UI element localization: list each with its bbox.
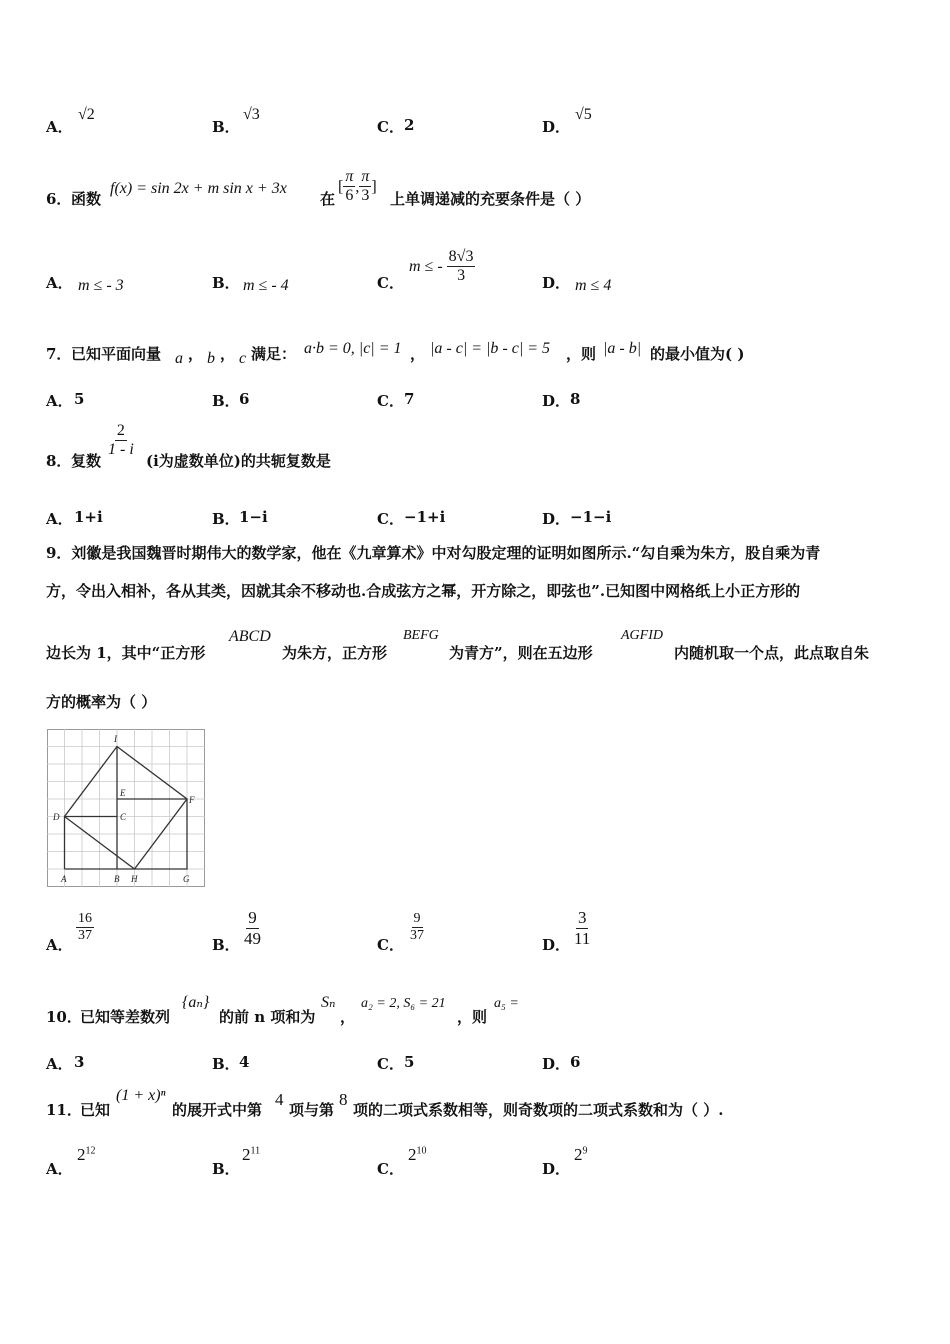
q8-option-c-value: −1+i (404, 508, 446, 526)
q7-option-c-label: C． (377, 392, 404, 410)
q9-option-c-num: 9 (412, 911, 423, 928)
q10-then: ，则 (457, 1008, 488, 1026)
q9-option-a-value (76, 911, 94, 944)
q11-mid2: 项与第 (289, 1101, 335, 1119)
q7-option-d-label: D． (542, 392, 571, 410)
q9-option-d-label: D． (542, 936, 571, 954)
q11-option-b-value (242, 1145, 260, 1165)
q9-label-c: C (120, 812, 127, 822)
q9-option-b-label: B． (212, 936, 240, 954)
q9-option-d-num: 3 (577, 908, 587, 927)
q7-cond2: |a - c| = |b - c| = 5 (430, 340, 551, 357)
q11-option-b-base: 2 (242, 1145, 251, 1164)
q11-option-c-exp: 10 (416, 1145, 427, 1157)
q10-sequence: {aₙ} (182, 994, 210, 1011)
q11-mid1: 的展开式中第 (172, 1101, 263, 1119)
q6-formula: f(x) = sin 2x + m sin x + 3x (110, 180, 287, 197)
q9-option-a-den: 37 (78, 928, 92, 944)
q6-option-b-label: B． (212, 274, 240, 292)
q10-number: 10． (46, 1008, 82, 1026)
q7-option-a-label: A． (46, 392, 73, 410)
q10-option-b-value: 4 (239, 1053, 250, 1071)
q11-option-a-label: A． (46, 1160, 73, 1178)
q10-option-a-label: A． (46, 1055, 73, 1073)
q7-vector-b: b (207, 350, 215, 367)
q10-option-c-value: 5 (404, 1053, 415, 1071)
q6-option-d-value: m ≤ 4 (575, 277, 612, 294)
q9-figure (47, 729, 205, 887)
q5-option-d-value: √5 (575, 106, 592, 123)
q9-line-3d: 内随机取一个点，此点取自朱 (674, 644, 870, 662)
q7-comma-3: ， (410, 345, 426, 363)
q8-option-a-label: A． (46, 510, 73, 528)
q10-comma: ， (340, 1008, 356, 1026)
q6-option-a-value: m ≤ - 3 (78, 277, 124, 294)
q6-number: 6． (46, 190, 72, 208)
q5-option-d-label: D． (542, 118, 571, 136)
q8-option-b-label: B． (212, 510, 240, 528)
q11-option-d-exp: 9 (582, 1145, 588, 1157)
q7-option-a-value: 5 (74, 390, 85, 408)
q7-number: 7． (46, 345, 72, 363)
q8-option-d-label: D． (542, 510, 571, 528)
q9-option-b-den: 49 (244, 928, 261, 948)
q8-option-c-label: C． (377, 510, 404, 528)
q11-option-c-value (408, 1145, 427, 1165)
q5-option-a-label: A． (46, 118, 73, 136)
q10-mid: 的前 n 项和为 (219, 1008, 316, 1026)
q8-suffix: (i为虚数单位)的共轭复数是 (146, 452, 331, 470)
q7-vector-c: c (239, 350, 247, 367)
q9-label-a: A (61, 874, 67, 884)
q9-line-3c: 为青方”，则在五边形 (449, 644, 593, 662)
q9-label-i: I (114, 734, 117, 744)
q8-number: 8． (46, 452, 72, 470)
q9-option-d-den: 11 (574, 928, 591, 948)
q9-option-c-label: C． (377, 936, 404, 954)
q8-frac-num: 2 (115, 422, 127, 441)
q7-comma-2: ， (220, 345, 236, 363)
q6-option-c-value: m ≤ - $\frac{8√3}{3}$ (409, 248, 474, 285)
q6-prefix: 函数 (71, 190, 102, 208)
q10-option-c-label: C． (377, 1055, 404, 1073)
q8-frac-den: 1 - i (108, 441, 134, 459)
q7-cond1: a·b = 0, |c| = 1 (304, 340, 402, 357)
q11-number: 11． (46, 1101, 82, 1119)
q5-option-c-label: C． (377, 118, 404, 136)
q9-option-c-value (408, 911, 426, 944)
q6-option-d-label: D． (542, 274, 571, 292)
q8-option-b-value: 1−i (239, 508, 268, 526)
q5-option-b-label: B． (212, 118, 240, 136)
q11-option-c-base: 2 (408, 1145, 417, 1164)
q11-option-a-value (77, 1145, 96, 1165)
q5-option-a-value: √2 (78, 106, 95, 123)
q7-comma-1: ， (188, 345, 204, 363)
q7-vector-a: a (175, 350, 183, 367)
q11-suffix: 项的二项式系数相等，则奇数项的二项式系数和为（ ）. (353, 1101, 724, 1119)
q10-target: a₅ = (494, 996, 519, 1011)
q9-label-h: H (131, 874, 138, 884)
q8-option-a-value: 1+i (74, 508, 103, 526)
q9-label-d: D (53, 812, 60, 822)
q7-option-d-value: 8 (570, 390, 581, 408)
q10-option-d-label: D． (542, 1055, 571, 1073)
q6-interval-pre: 在 (320, 190, 336, 208)
q9-option-d-value (572, 908, 592, 948)
q10-cond: a₂ = 2, S₆ = 21 (361, 996, 446, 1011)
q9-label-g: G (183, 874, 190, 884)
q6-interval: [ $\frac{\pi}{6}$ , $\frac{\pi}{3}$ ] (338, 168, 377, 205)
q11-option-c-label: C． (377, 1160, 404, 1178)
q11-k2: 8 (339, 1090, 348, 1109)
q11-expr: (1 + x)ⁿ (116, 1087, 166, 1104)
q7-prefix: 已知平面向量 (71, 345, 162, 363)
q11-option-d-value (574, 1145, 588, 1165)
q11-option-d-base: 2 (574, 1145, 583, 1164)
q10-prefix: 已知等差数列 (80, 1008, 171, 1026)
q7-target: |a - b| (603, 340, 642, 357)
q5-option-c-value: 2 (404, 116, 415, 134)
q11-option-a-base: 2 (77, 1145, 86, 1164)
q9-pentagon: AGFID (621, 628, 663, 643)
q9-label-e: E (120, 788, 126, 798)
q9-line-1: 9．刘徽是我国魏晋时期伟大的数学家，他在《九章算术》中对勾股定理的证明如图所示.“勾自乘为朱方，股自乘为青 (46, 544, 821, 562)
q9-line-4: 方的概率为（ ） (46, 693, 157, 711)
q7-option-b-value: 6 (239, 390, 250, 408)
q6-option-b-value: m ≤ - 4 (243, 277, 289, 294)
q9-option-c-den: 37 (410, 928, 424, 944)
q6-option-a-label: A． (46, 274, 73, 292)
q8-prefix: 复数 (71, 452, 102, 470)
q7-option-c-value: 7 (404, 390, 415, 408)
q10-sum: Sₙ (321, 994, 336, 1011)
q8-option-d-value: −1−i (570, 508, 612, 526)
q11-option-b-exp: 11 (250, 1145, 261, 1157)
q9-option-b-value (242, 908, 263, 948)
q9-option-a-label: A． (46, 936, 73, 954)
q6-suffix: 上单调递减的充要条件是（ ） (390, 190, 591, 208)
q7-then: ，则 (566, 345, 597, 363)
q9-line-2: 方，令出入相补，各从其类，因就其余不移动也.合成弦方之幂，开方除之，即弦也”.已知图中网格纸上小正方形的 (46, 582, 801, 600)
q9-line-3b: 为朱方，正方形 (282, 644, 388, 662)
q7-suffix: 的最小值为( ) (650, 345, 745, 363)
q10-option-b-label: B． (212, 1055, 240, 1073)
q11-option-b-label: B． (212, 1160, 240, 1178)
q10-option-d-value: 6 (570, 1053, 581, 1071)
q10-option-a-value: 3 (74, 1053, 85, 1071)
q9-line-3a: 边长为 1，其中“正方形 (46, 644, 206, 662)
q5-option-b-value: √3 (243, 106, 260, 123)
q11-prefix: 已知 (80, 1101, 111, 1119)
q9-square-2: BEFG (403, 628, 439, 643)
q11-option-a-exp: 12 (85, 1145, 96, 1157)
q9-option-a-num: 16 (76, 911, 94, 928)
q9-label-b: B (114, 874, 120, 884)
q11-k1: 4 (275, 1090, 284, 1109)
q9-square-1: ABCD (229, 628, 271, 645)
q11-option-d-label: D． (542, 1160, 571, 1178)
q8-fraction (106, 422, 136, 460)
q9-label-f: F (189, 795, 195, 805)
q7-option-b-label: B． (212, 392, 240, 410)
q9-option-b-num: 9 (248, 908, 257, 927)
q6-option-c-label: C． (377, 274, 404, 292)
q7-cond-label: 满足： (251, 345, 297, 363)
